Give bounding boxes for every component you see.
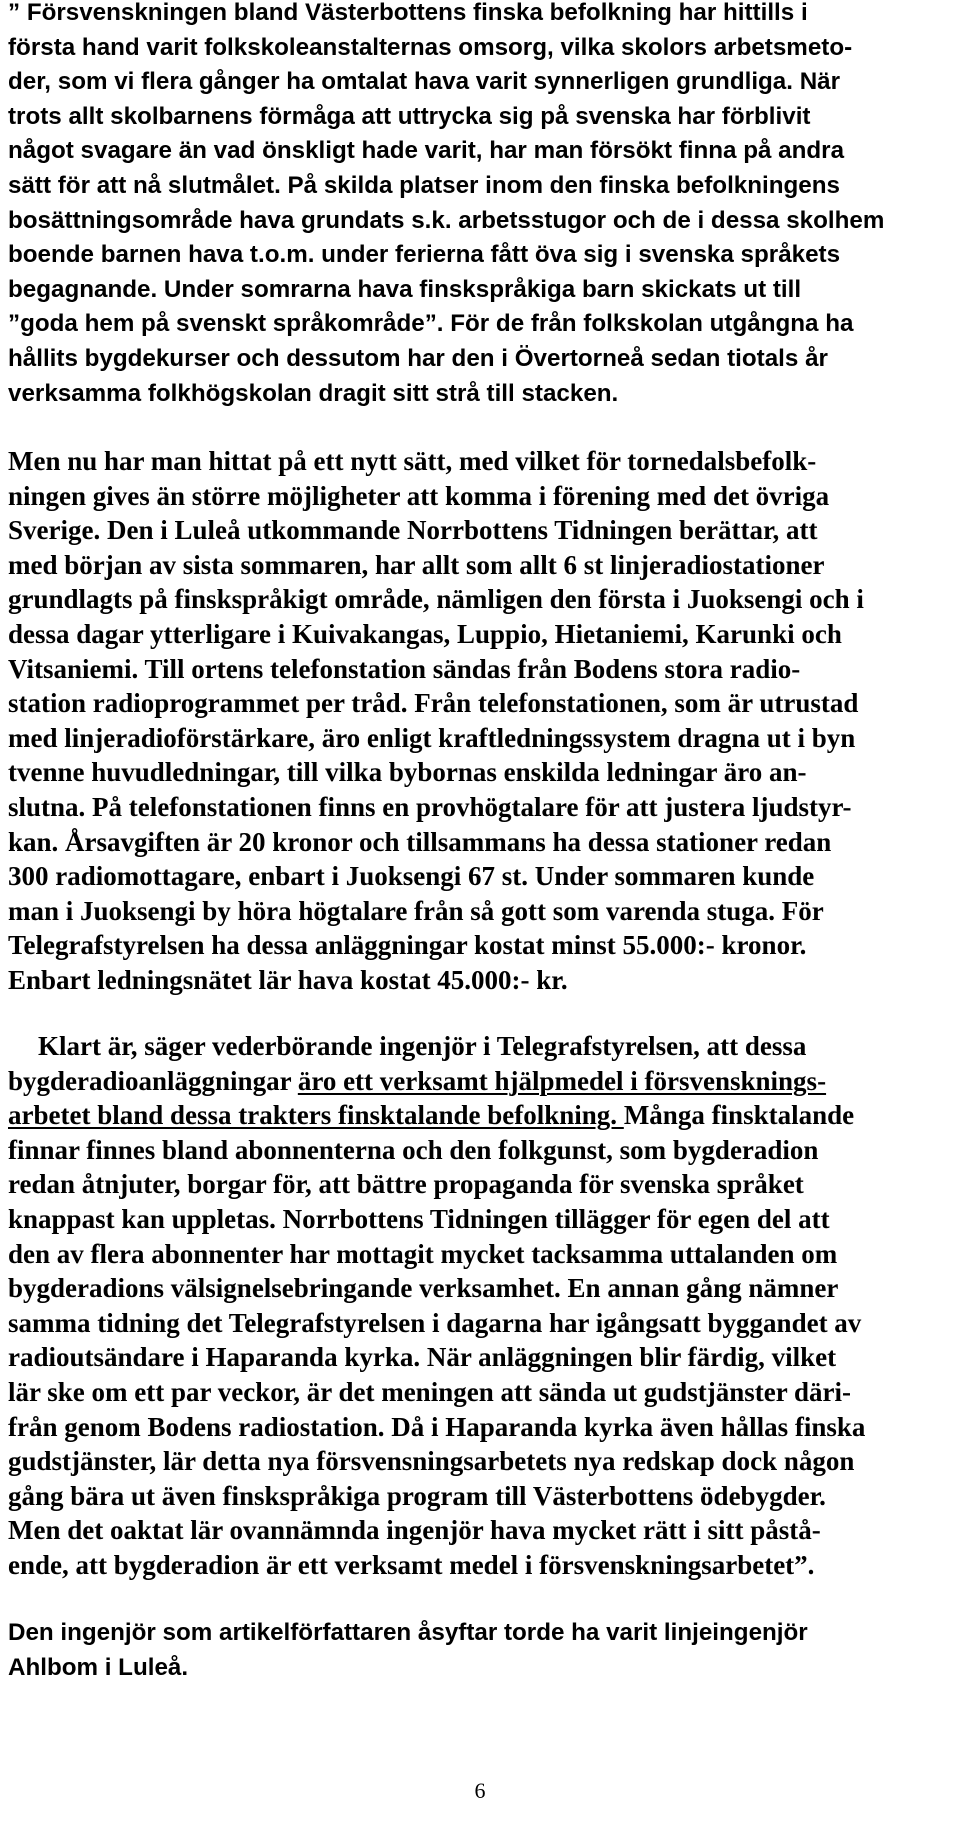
paragraph-line: samma tidning det Telegrafstyrelsen i dagarna har igångsatt byggandet av: [8, 1307, 862, 1338]
paragraph-line: [8, 1029, 865, 1064]
paragraph-line: Men det oaktat lär ovannämnda ingenjör hava mycket rätt i sitt påstå-: [8, 1515, 821, 1546]
paragraph-line: man i Juoksengi by höra högtalare från så gott som varenda stuga. För: [8, 895, 824, 926]
underlined-phrase: äro ett verksamt hjälpmedel i försvensknings-: [297, 1065, 827, 1096]
paragraph-3: [8, 1029, 865, 1583]
paragraph-line: gudstjänster, lär detta nya försvensningsarbetets nya redskap dock någon: [8, 1446, 855, 1477]
paragraph-line: bosättningsområde hava grundats s.k. arbetsstugor och de i dessa skolhem: [8, 206, 885, 234]
paragraph-line: 300 radiomottagare, enbart i Juoksengi 67 st. Under sommaren kunde: [8, 861, 815, 892]
paragraph-line: Den ingenjör som artikelförfattaren åsyftar torde ha varit linjeingenjör: [8, 1619, 808, 1646]
paragraph-line: Men nu har man hittat på ett nytt sätt, med vilket för tornedalsbefolk-: [8, 446, 817, 476]
paragraph-line: Telegrafstyrelsen ha dessa anläggningar kostat minst 55.000:- kronor.: [8, 930, 807, 961]
paragraph-line-text: bygderadioanläggningar: [8, 1065, 298, 1096]
paragraph-line: lär ske om ett par veckor, är det meningen att sända ut gudstjänster däri-: [8, 1376, 851, 1407]
paragraph-line: första hand varit folkskoleanstalternas omsorg, vilka skolors arbetsmeto-: [8, 33, 853, 61]
paragraph-line: gång bära ut även finskspråkiga program till Västerbottens ödebygder.: [8, 1480, 826, 1511]
paragraph-line: tvenne huvudledningar, till vilka bybornas enskilda ledningar äro an-: [8, 757, 807, 788]
paragraph-line: ende, att bygderadion är ett verksamt medel i försvenskningsarbetet”.: [8, 1549, 815, 1580]
paragraph-line: ” Försvenskningen bland Västerbottens finska befolkning har hittills i: [8, 0, 808, 26]
paragraph-line: Sverige. Den i Luleå utkommande Norrbottens Tidningen berättar, att: [8, 515, 818, 546]
paragraph-line: ningen gives än större möjligheter att komma i förening med det övriga: [8, 480, 830, 511]
paragraph-line: knappast kan uppletas. Norrbottens Tidningen tillägger för egen del att: [8, 1203, 830, 1234]
paragraph-line: verksamma folkhögskolan dragit sitt strå till stacken.: [8, 379, 619, 407]
paragraph-line: [8, 1064, 865, 1099]
paragraph-line: den av flera abonnenter har mottagit mycket tacksamma uttalanden om: [8, 1238, 838, 1269]
paragraph-2: [8, 444, 864, 998]
underlined-phrase: arbetet bland dessa trakters finsktalande befolkning.: [8, 1100, 624, 1131]
paragraph-line: Enbart ledningsnätet lär hava kostat 45.000:- kr.: [8, 964, 568, 995]
paragraph-line: hållits bygdekurser och dessutom har den i Övertorneå sedan tiotals år: [8, 344, 828, 372]
paragraph-line: boende barnen hava t.o.m. under ferierna fått öva sig i svenska språkets: [8, 241, 841, 269]
paragraph-line: begagnande. Under somrarna hava finskspråkiga barn skickats ut till: [8, 275, 802, 303]
paragraph-line: radioutsändare i Haparanda kyrka. När anläggningen blir färdig, vilket: [8, 1342, 837, 1373]
paragraph-line: något svagare än vad önskligt hade varit, har man försökt finna på andra: [8, 137, 845, 165]
paragraph-line: med början av sista sommaren, har allt som allt 6 st linjeradiostationer: [8, 549, 825, 580]
paragraph-line: Vitsaniemi. Till ortens telefonstation sändas från Bodens stora radio-: [8, 653, 801, 684]
paragraph-line: [8, 1098, 865, 1133]
paragraph-line: kan. Årsavgiften är 20 kronor och tillsammans ha dessa stationer redan: [8, 826, 832, 857]
paragraph-line: redan åtnjuter, borgar för, att bättre propaganda för svenska språket: [8, 1169, 804, 1200]
paragraph-line: sätt för att nå slutmålet. På skilda platser inom den finska befolkningens: [8, 171, 840, 199]
paragraph-line: Ahlbom i Luleå.: [8, 1653, 189, 1681]
paragraph-line: finnar finnes bland abonnenterna och den folkgunst, som bygderadion: [8, 1134, 819, 1165]
paragraph-line: ”goda hem på svenskt språkområde”. För de från folkskolan utgångna ha: [8, 310, 854, 338]
paragraph-line-text: Klart är, säger vederbörande ingenjör i Telegrafstyrelsen, att dessa: [38, 1031, 807, 1061]
paragraph-line: trots allt skolbarnens förmåga att uttrycka sig på svenska har förblivit: [8, 102, 811, 130]
page-number: 6: [474, 1778, 486, 1803]
paragraph-4: [8, 1616, 808, 1685]
paragraph-line: station radioprogrammet per tråd. Från telefonstationen, som är utrustad: [8, 688, 859, 719]
paragraph-line: slutna. På telefonstationen finns en provhögtalare för att justera ljudstyr-: [8, 791, 852, 822]
paragraph-1: [8, 0, 884, 411]
paragraph-line: dessa dagar ytterligare i Kuivakangas, Luppio, Hietaniemi, Karunki och: [8, 618, 842, 649]
paragraph-line: från genom Bodens radiostation. Då i Haparanda kyrka även hållas finska: [8, 1411, 866, 1442]
paragraph-line: med linjeradioförstärkare, äro enligt kraftledningssystem dragna ut i byn: [8, 722, 856, 753]
paragraph-line: der, som vi flera gånger ha omtalat hava varit synnerligen grundliga. När: [8, 68, 841, 96]
paragraph-line: grundlagts på finskspråkigt område, nämligen den första i Juoksengi och i: [8, 584, 864, 615]
paragraph-line: bygderadions välsignelsebringande verksamhet. En annan gång nämner: [8, 1273, 839, 1304]
paragraph-line-text: Många finsktalande: [623, 1100, 855, 1131]
